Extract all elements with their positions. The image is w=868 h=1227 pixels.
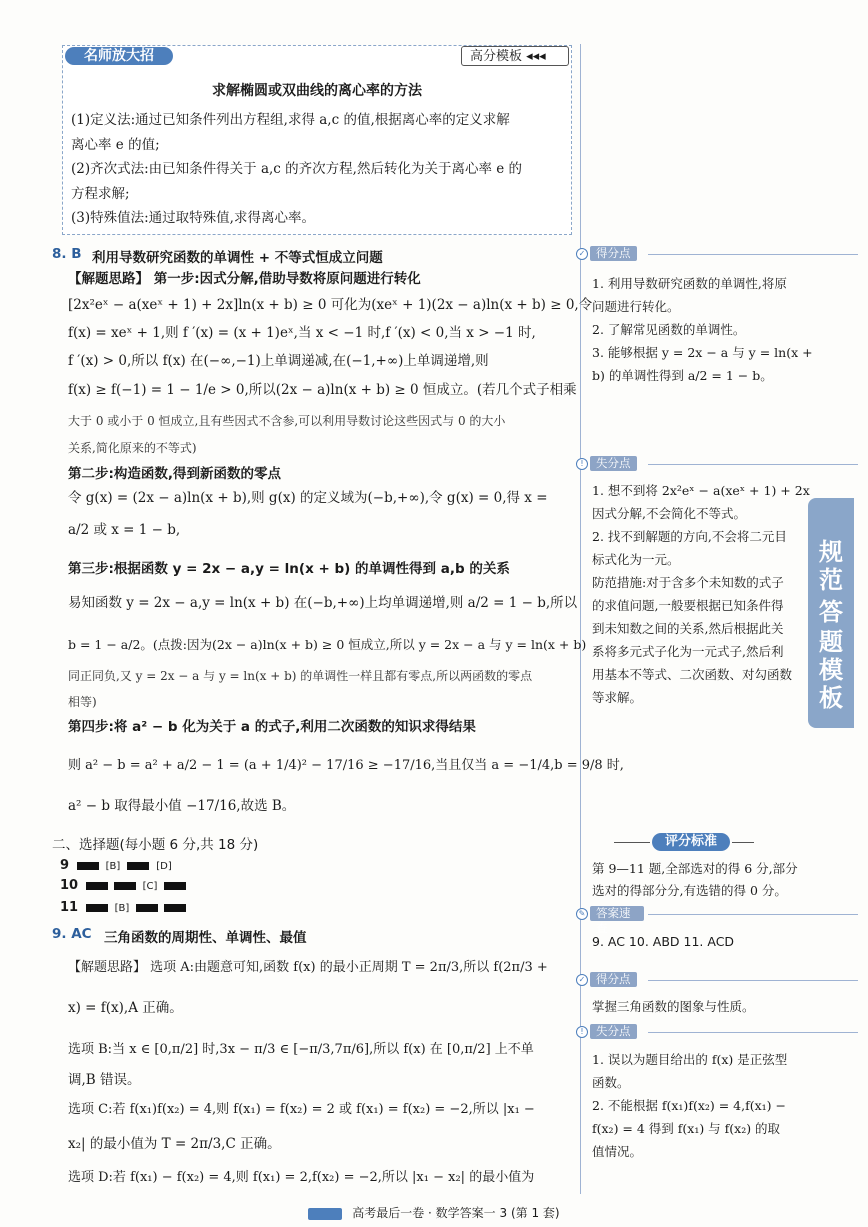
q9-line: 选项 C:若 f(x₁)f(x₂) = 4,则 f(x₁) = f(x₂) = 2 或 f(x₁) = f(x₂) = −2,所以 |x₁ −: [68, 1102, 535, 1117]
answers-tag: ✎ 答案速查: [572, 906, 644, 922]
q8-note: 关系,简化原来的不等式): [68, 441, 197, 455]
answer-row-10: 10 [C]: [60, 878, 189, 893]
shifen-list: [592, 479, 810, 709]
defen-list: [592, 272, 813, 387]
q8-line: f(x) ≥ f(−1) = 1 − 1/e > 0,所以(2x − a)ln(x + b) ≥ 0 恒成立。(若几个式子相乘: [68, 382, 577, 398]
q8-line: f(x) = xeˣ + 1,则 f ′(x) = (x + 1)eˣ,当 x < −1 时,f ′(x) < 0,当 x > −1 时,: [68, 325, 536, 341]
defen-item: 1. 利用导数研究函数的单调性,将原: [592, 276, 787, 291]
tag-rule: [648, 1032, 858, 1033]
shifen-item: 防范措施:对于含多个未知数的式子: [592, 575, 784, 590]
q9-line: 调,B 错误。: [68, 1072, 141, 1088]
shifen2-list: [592, 1048, 787, 1163]
side-tab-char: 范: [819, 566, 843, 594]
score-point-icon: ✓: [576, 248, 588, 260]
side-tab-char: 模: [819, 656, 843, 684]
tag-rule: [648, 914, 858, 915]
q9-line: 【解题思路】 选项 A:由题意可知,函数 f(x) 的最小正周期 T = 2π/3,所以 f(2π/3 +: [68, 960, 548, 975]
defen-item: 2. 了解常见函数的单调性。: [592, 322, 746, 337]
answer-row-num: 9: [60, 858, 70, 873]
box-line: (2)齐次式法:由已知条件得关于 a,c 的齐次方程,然后转化为关于离心率 e 的: [71, 161, 523, 177]
grading-line: 选对的得部分分,有选错的得 0 分。: [592, 883, 787, 898]
side-tab-char: 答: [819, 598, 843, 626]
q9-line: 选项 B:当 x ∈ [0,π/2] 时,3x − π/3 ∈ [−π/3,7π/6],所以 f(x) 在 [0,π/2] 上不单: [68, 1042, 534, 1057]
q9-line: 选项 D:若 f(x₁) − f(x₂) = 4,则 f(x₁) = 2,f(x₂) = −2,所以 |x₁ − x₂| 的最小值为: [68, 1170, 535, 1185]
shifen-item: 1. 误以为题目给出的 f(x) 是正弦型: [592, 1052, 788, 1067]
q8-line: 易知函数 y = 2x − a,y = ln(x + b) 在(−b,+∞)上均单调递增,则 a/2 = 1 − b,所以: [68, 595, 578, 611]
defen-tag: ✓ 得分点: [572, 246, 644, 262]
q9-topic: 三角函数的周期性、单调性、最值: [104, 930, 307, 946]
column-divider: [580, 44, 581, 1194]
answer-row-9: 9 [B] [D]: [60, 858, 172, 873]
defen-item: 3. 能够根据 y = 2x − a 与 y = ln(x +: [592, 345, 813, 360]
q8-line: b = 1 − a/2。(点拨:因为(2x − a)ln(x + b) ≥ 0 恒成立,所以 y = 2x − a 与 y = ln(x + b): [68, 637, 587, 652]
q8-step3: 第三步:根据函数 y = 2x − a,y = ln(x + b) 的单调性得到 a,b 的关系: [68, 561, 510, 577]
shifen-item: 2. 找不到解题的方向,不会将二元目: [592, 529, 787, 544]
q8-step2: 第二步:构造函数,得到新函数的零点: [68, 466, 282, 482]
q8-heading: 8. B: [52, 246, 82, 262]
shifen-item: 的求值问题,一般要根据已知条件得: [592, 598, 784, 613]
box-line: 离心率 e 的值;: [71, 136, 160, 153]
shifen-item: 等求解。: [592, 690, 643, 705]
grading-text: [592, 858, 798, 902]
tag-rule: [648, 254, 858, 255]
lost-point-icon: !: [576, 1026, 588, 1038]
tag-rule: [648, 980, 858, 981]
publisher-logo-icon: [308, 1208, 342, 1220]
box-title: 求解椭圆或双曲线的离心率的方法: [212, 83, 422, 99]
q8-line: [2x²eˣ − a(xeˣ + 1) + 2x]ln(x + b) ≥ 0 可化为(xeˣ + 1)(2x − a)ln(x + b) ≥ 0,令: [68, 297, 593, 313]
q8-step1: 【解题思路】 第一步:因式分解,借助导数将原问题进行转化: [68, 271, 421, 287]
q8-note: 相等): [68, 695, 97, 709]
pencil-icon: ✎: [576, 908, 588, 920]
section2-title: 二、选择题(每小题 6 分,共 18 分): [52, 837, 259, 853]
q8-line: 令 g(x) = (2x − a)ln(x + b),则 g(x) 的定义域为(−b,+∞),令 g(x) = 0,得 x =: [68, 490, 548, 506]
box-header-label: 名师放大招: [65, 47, 173, 65]
shifen-item: 用基本不等式、二次函数、对勾函数: [592, 667, 793, 682]
q8-note: 大于 0 或小于 0 恒成立,且有些因式不含参,可以利用导数讨论这些因式与 0 的大小: [68, 414, 506, 428]
shifen-item: 系将多元式子化为一元式子,然后利: [592, 644, 784, 659]
defen2-text: 掌握三角函数的图象与性质。: [592, 999, 755, 1014]
box-line: 方程求解;: [71, 185, 130, 202]
q8-topic: 利用导数研究函数的单调性 + 不等式恒成立问题: [92, 250, 383, 266]
box-header: [63, 46, 571, 66]
q8-line: a² − b 取得最小值 −17/16,故选 B。: [68, 798, 296, 814]
grading-line: 第 9—11 题,全部选对的得 6 分,部分: [592, 861, 798, 876]
shifen-tag: ! 失分点: [572, 456, 644, 472]
side-tab-char: 板: [819, 684, 843, 712]
answer-row-11: 11 [B]: [60, 900, 189, 915]
defen-item: b) 的单调性得到 a/2 = 1 − b。: [592, 368, 773, 383]
answer-row-num: 11: [60, 900, 79, 915]
box-body: [71, 108, 522, 231]
side-tab-char: 规: [819, 538, 843, 566]
score-point-icon: ✓: [576, 974, 588, 986]
template-label: 高分模板 ◂◂◂: [461, 46, 569, 66]
q8-line: 则 a² − b = a² + a/2 − 1 = (a + 1/4)² − 17/16 ≥ −17/16,当且仅当 a = −1/4,b = 9/8 时,: [68, 758, 624, 773]
q8-line: a/2 或 x = 1 − b,: [68, 522, 181, 538]
defen-item: 问题进行转化。: [592, 299, 680, 314]
shifen-item: 到未知数之间的关系,然后根据此关: [592, 621, 784, 636]
q8-step4: 第四步:将 a² − b 化为关于 a 的式子,利用二次函数的知识求得结果: [68, 719, 476, 735]
defen2-tag: ✓ 得分点: [572, 972, 644, 988]
side-tab-char: 题: [819, 628, 843, 656]
q9-line: x₂| 的最小值为 T = 2π/3,C 正确。: [68, 1136, 281, 1152]
footer-text: 高考最后一卷 · 数学答案一 3 (第 1 套): [352, 1206, 560, 1220]
shifen-item: f(x₂) = 4 得到 f(x₁) 与 f(x₂) 的取: [592, 1121, 781, 1136]
method-box: [62, 45, 572, 235]
lost-point-icon: !: [576, 458, 588, 470]
q9-line: x) = f(x),A 正确。: [68, 1000, 183, 1016]
shifen-item: 函数。: [592, 1075, 630, 1090]
side-tab: [808, 498, 854, 728]
tag-rule: [648, 464, 858, 465]
answer-row-num: 10: [60, 878, 79, 893]
grading-header: 评分标准: [614, 833, 754, 851]
shifen2-tag: ! 失分点: [572, 1024, 644, 1040]
box-line: (1)定义法:通过已知条件列出方程组,求得 a,c 的值,根据离心率的定义求解: [71, 112, 510, 128]
shifen-item: 值情况。: [592, 1144, 643, 1159]
q8-line: f ′(x) > 0,所以 f(x) 在(−∞,−1)上单调递减,在(−1,+∞)上单调递增,则: [68, 353, 489, 369]
shifen-item: 1. 想不到将 2x²eˣ − a(xeˣ + 1) + 2x: [592, 483, 810, 498]
shifen-item: 2. 不能根据 f(x₁)f(x₂) = 4,f(x₁) −: [592, 1098, 786, 1113]
q8-note: 同正同负,又 y = 2x − a 与 y = ln(x + b) 的单调性一样且都有零点,所以两函数的零点: [68, 669, 533, 683]
page-footer: [0, 1204, 868, 1221]
box-line: (3)特殊值法:通过取特殊值,求得离心率。: [71, 210, 315, 226]
q9-heading: 9. AC: [52, 926, 92, 942]
shifen-item: 因式分解,不会简化不等式。: [592, 506, 746, 521]
answers-text: 9. AC 10. ABD 11. ACD: [592, 934, 735, 949]
shifen-item: 标式化为一元。: [592, 552, 680, 567]
